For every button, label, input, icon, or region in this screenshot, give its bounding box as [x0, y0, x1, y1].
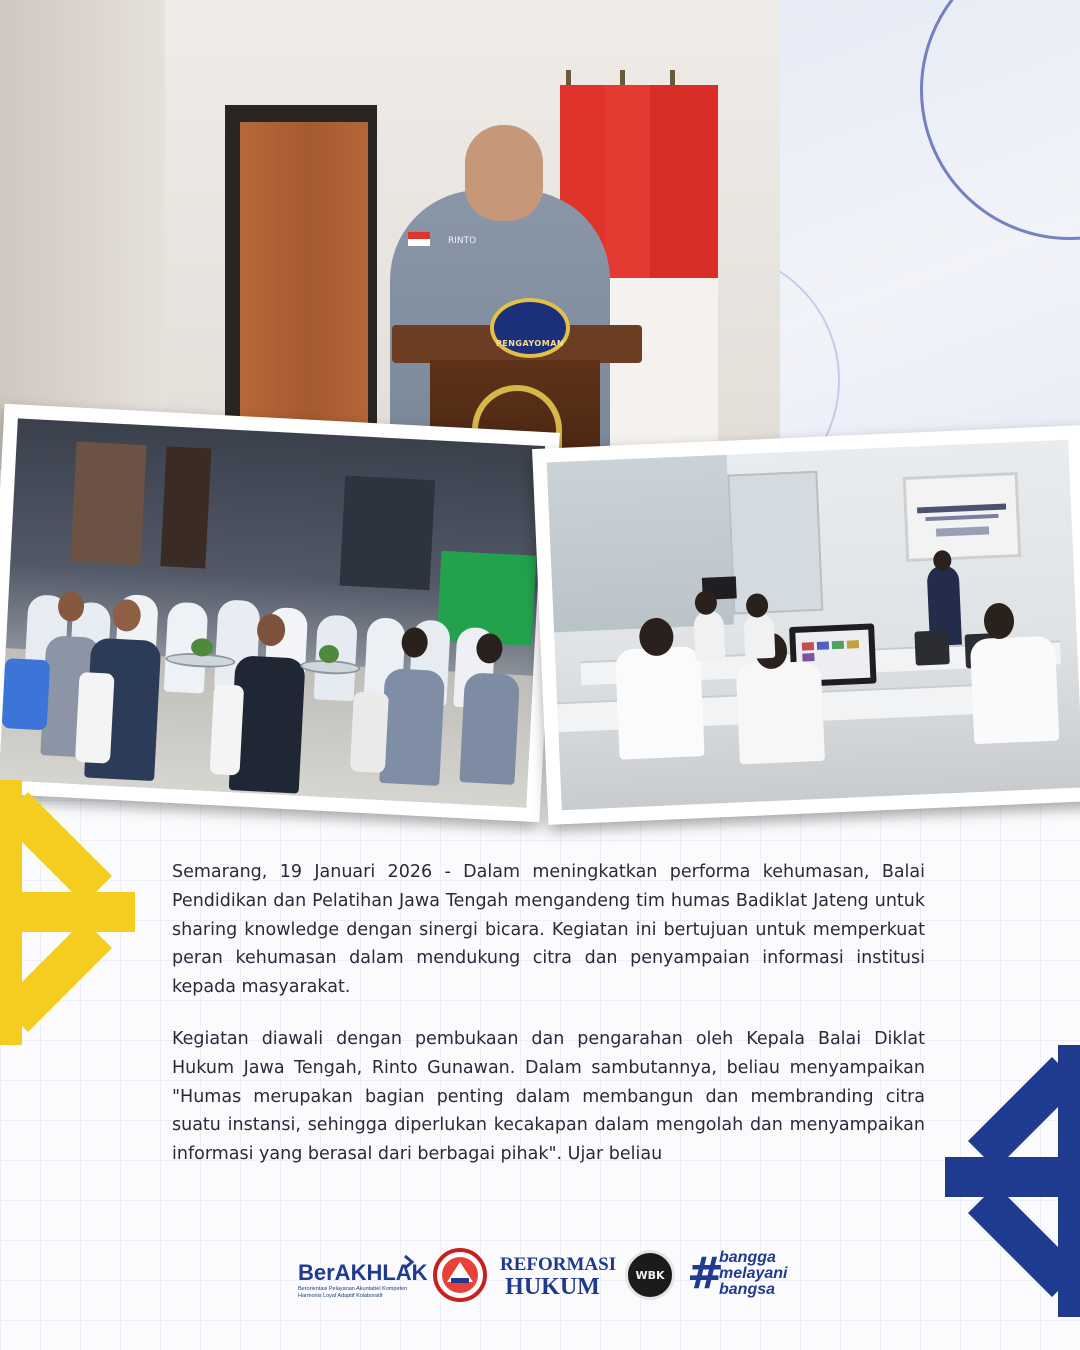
- podium-label: PENGAYOMAN: [495, 338, 565, 348]
- reformasi-line-2: HUKUM: [505, 1274, 600, 1300]
- hero-backdrop-screen: [780, 0, 1080, 440]
- bangga-line-3: bangsa: [719, 1281, 776, 1298]
- photo-audience-image: [0, 418, 545, 807]
- hashtag-icon: #: [687, 1248, 724, 1299]
- reformasi-line-1: REFORMASI: [500, 1254, 617, 1275]
- decorative-ring: [780, 250, 840, 440]
- speaker-name-badge: RINTO: [448, 236, 477, 246]
- flag-indonesia: [650, 85, 718, 470]
- decorative-ring: [920, 0, 1080, 240]
- projector-screen: [903, 472, 1022, 562]
- hero-pillar: [0, 0, 165, 470]
- article-body: [172, 858, 925, 1192]
- photo-audience: [0, 404, 560, 823]
- wbk-label: WBK: [635, 1268, 665, 1282]
- logo-wbk: [625, 1250, 675, 1300]
- yellow-star-icon: [0, 780, 140, 1045]
- pasti-emblem-icon: [433, 1248, 487, 1302]
- berakhlak-subtitle: Berorientasi Pelayanan Akuntabel Kompeten Harmonis Loyal Adaptif Kolaboratif: [298, 1286, 408, 1299]
- article-paragraph-1: Semarang, 19 Januari 2026 - Dalam meningkatkan performa kehumasan, Balai Pendidikan dan Pelatihan Jawa Tengah mengandeng tim humas Badiklat Jateng untuk sharing knowledge dengan sinergi bicara. Kegiatan ini bertujuan untuk memperkuat peran kehumasan dalam mendukung citra dan penyampaian informasi institusi kepada masyarakat.: [172, 862, 925, 998]
- photo-workshop: [532, 425, 1080, 825]
- article-paragraph-2: Kegiatan diawali dengan pembukaan dan pengarahan oleh Kepala Balai Diklat Hukum Jawa Tengah, Rinto Gunawan. Dalam sambutannya, beliau menyampaikan "Humas merupakan bagian penting dalam membangun dan membranding citra suatu instansi, sehingga diperlukan kecakapan dalam mengolah dan menyampaikan informasi yang berasal dari berbagai pihak". Ujar beliau: [172, 1028, 925, 1165]
- speaker-head: [465, 125, 543, 221]
- hero-photo-speaker: [0, 0, 780, 470]
- bangga-line-1: bangga: [719, 1249, 776, 1266]
- pengayoman-emblem-icon: [490, 298, 570, 358]
- berakhlak-chevron-icon: [402, 1254, 416, 1270]
- logo-bangga-melayani-bangsa: [687, 1250, 807, 1300]
- logo-reformasi-hukum: [500, 1254, 617, 1300]
- berakhlak-title: BerAKHLAK: [298, 1260, 428, 1285]
- bangga-line-2: melayani: [719, 1265, 788, 1282]
- blue-star-icon: [945, 1045, 1080, 1320]
- footer-logos: [295, 1246, 815, 1306]
- logo-berakhlak: [298, 1260, 428, 1300]
- photo-workshop-image: [547, 440, 1080, 810]
- flag-patch-icon: [408, 232, 430, 246]
